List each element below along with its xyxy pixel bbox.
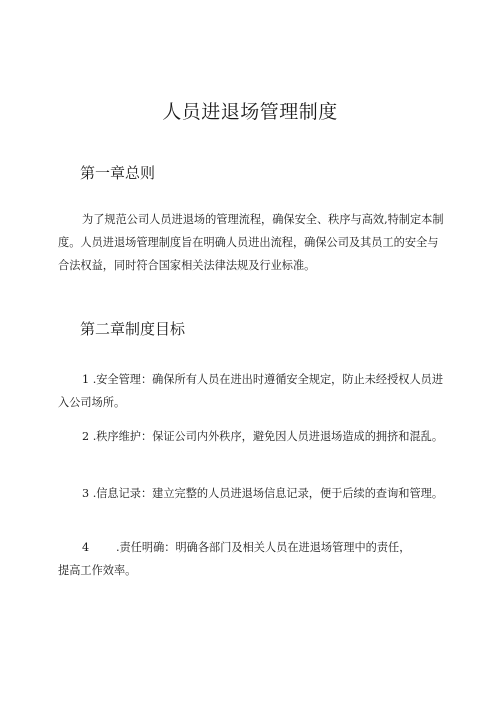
list-item-number: 4 [82,541,90,554]
section-heading-goals: 第二章制度目标 [80,320,186,338]
document-title: 人员进退场管理制度 [162,101,338,123]
list-item-text-continued: 提高工作效率。 [58,564,137,577]
list-item-text: .信息记录：建立完整的人员进退场信息记录，便于后续的查询和管理。 [92,487,444,500]
list-item [58,425,446,448]
list-item-number: 1 [82,373,90,386]
list-item-text: .责任明确：明确各部门及相关人员在进退场管理中的责任， [116,541,411,554]
list-item-text: .安全管理：确保所有人员在进出时遵循安全规定，防止未经授权人员进入公司场所。 [58,373,444,409]
section-paragraph-general: 为了规范公司人员进退场的管理流程，确保安全、秩序与高效,特制定本制度。人员进退场管理制度旨在明确人员进出流程，确保公司及其员工的安全与合法权益，同时符合国家相关法律法规及行业标准。 [58,213,444,272]
list-item-number: 2 [82,430,90,443]
list-item-number: 3 [82,487,90,500]
list-item-text: .秩序维护：保证公司内外秩序，避免因人员进退场造成的拥挤和混乱。 [92,430,444,443]
section-heading-general: 第一章总则 [80,164,156,182]
list-item [58,482,446,505]
list-item [58,368,446,414]
list-item [58,536,446,582]
